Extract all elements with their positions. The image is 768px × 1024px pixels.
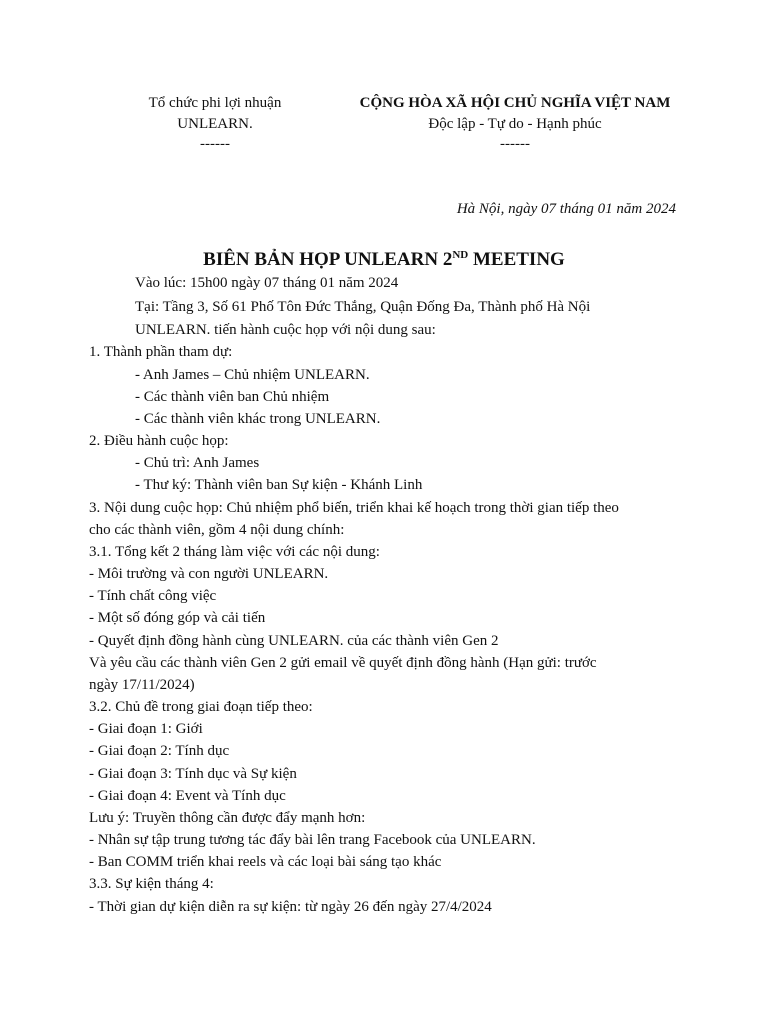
section-3-continuation: cho các thành viên, gồm 4 nội dung chính: [89, 522, 345, 538]
section-3-heading: 3. Nội dung cuộc họp: Chủ nhiệm phổ biến, triển khai kế hoạch trong thời gian tiếp theo [89, 500, 619, 516]
section-1-heading: 1. Thành phần tham dự: [89, 344, 233, 360]
list-item: - Giai đoạn 1: Giới [89, 721, 203, 737]
list-item: - Thời gian dự kiện diễn ra sự kiện: từ ngày 26 đến ngày 27/4/2024 [89, 899, 492, 915]
nation-motto: Độc lập - Tự do - Hạnh phúc [428, 116, 602, 132]
list-item: - Giai đoạn 2: Tính dục [89, 743, 230, 759]
org-name-line1: Tổ chức phi lợi nhuận [148, 95, 282, 111]
list-item: - Giai đoạn 3: Tính dục và Sự kiện [89, 766, 297, 782]
paragraph-line: Và yêu cầu các thành viên Gen 2 gửi email về quyết định đồng hành (Hạn gửi: trước [89, 655, 597, 671]
title-tail: MEETING [468, 249, 565, 270]
title-superscript: ND [452, 249, 469, 261]
section-2-heading: 2. Điều hành cuộc họp: [89, 433, 229, 449]
org-name-line2: UNLEARN. [177, 116, 253, 132]
nation-title: CỘNG HÒA XÃ HỘI CHỦ NGHĨA VIỆT NAM [359, 95, 671, 111]
intro-location: Tại: Tầng 3, Số 61 Phố Tôn Đức Thắng, Quận Đống Đa, Thành phố Hà Nội [135, 299, 591, 315]
list-item: - Tính chất công việc [89, 588, 217, 604]
date-line: Hà Nội, ngày 07 tháng 01 năm 2024 [456, 201, 676, 217]
attendee-item: - Các thành viên khác trong UNLEARN. [135, 411, 381, 427]
list-item: - Giai đoạn 4: Event và Tính dục [89, 788, 286, 804]
list-item: - Quyết định đồng hành cùng UNLEARN. của các thành viên Gen 2 [89, 633, 499, 649]
subsection-3-2-heading: 3.2. Chủ đề trong giai đoạn tiếp theo: [89, 699, 313, 715]
secretary-line: - Thư ký: Thành viên ban Sự kiện - Khánh Linh [135, 477, 423, 493]
org-divider: ------ [200, 136, 230, 152]
note-heading: Lưu ý: Truyền thông cần được đẩy mạnh hơn: [89, 810, 366, 826]
subsection-3-3-heading: 3.3. Sự kiện tháng 4: [89, 876, 214, 892]
list-item: - Một số đóng góp và cải tiến [89, 610, 266, 626]
list-item: - Nhân sự tập trung tương tác đẩy bài lên trang Facebook của UNLEARN. [89, 832, 536, 848]
list-item: - Môi trường và con người UNLEARN. [89, 566, 329, 582]
chair-line: - Chủ trì: Anh James [135, 455, 260, 471]
intro-statement: UNLEARN. tiến hành cuộc họp với nội dung sau: [135, 322, 436, 338]
attendee-item: - Anh James – Chủ nhiệm UNLEARN. [135, 367, 370, 383]
document-title [0, 248, 768, 272]
title-main: BIÊN BẢN HỌP UNLEARN 2 [203, 249, 453, 270]
attendee-item: - Các thành viên ban Chủ nhiệm [135, 389, 330, 405]
nation-divider: ------ [500, 136, 530, 152]
intro-time: Vào lúc: 15h00 ngày 07 tháng 01 năm 2024 [135, 275, 399, 291]
list-item: - Ban COMM triển khai reels và các loại bài sáng tạo khác [89, 854, 442, 870]
subsection-3-1-heading: 3.1. Tổng kết 2 tháng làm việc với các nội dung: [89, 544, 380, 560]
paragraph-line: ngày 17/11/2024) [89, 677, 195, 693]
